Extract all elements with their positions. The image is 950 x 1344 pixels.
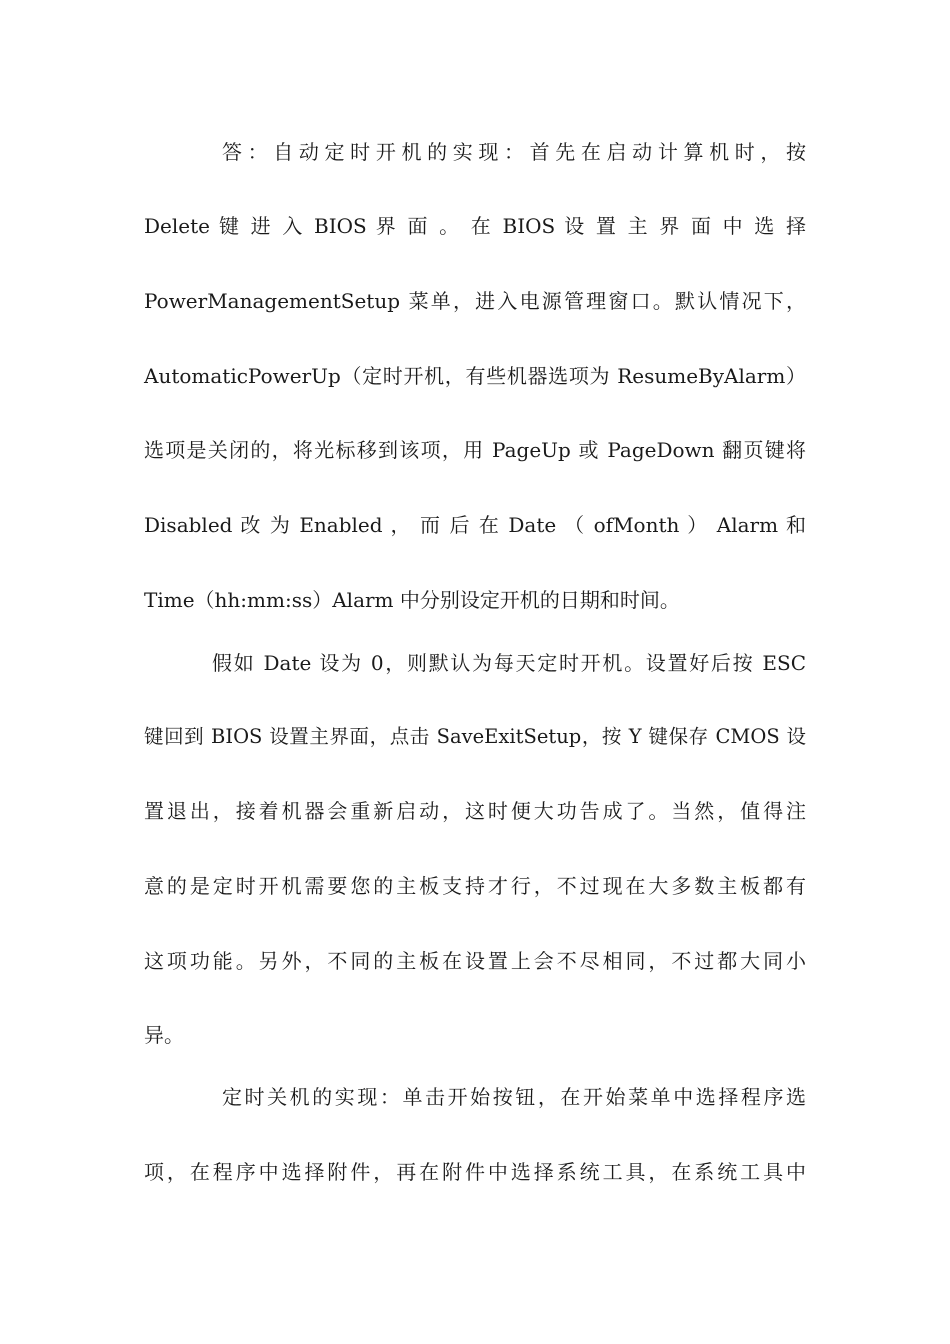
paragraph-1-line-7: Time（hh:mm:ss）Alarm 中分别设定开机的日期和时间。 (144, 588, 680, 612)
paragraph-2-line-3: 置退出，接着机器会重新启动，这时便大功告成了。当然，值得注 (144, 799, 806, 823)
paragraph-1-line-5: 选项是关闭的，将光标移到该项，用 PageUp 或 PageDown 翻页键将 (144, 438, 806, 462)
paragraph-1-line-6: Disabled 改 为 Enabled ， 而 后 在 Date （ ofMonth ） Alarm 和 (144, 513, 806, 537)
paragraph-1-line-1: 答：自动定时开机的实现：首先在启动计算机时，按 (222, 140, 806, 164)
paragraph-2-line-5: 这项功能。另外，不同的主板在设置上会不尽相同，不过都大同小 (144, 949, 806, 973)
paragraph-3-line-1: 定时关机的实现：单击开始按钮，在开始菜单中选择程序选 (222, 1085, 806, 1109)
paragraph-3-line-2: 项，在程序中选择附件，再在附件中选择系统工具，在系统工具中 (144, 1160, 806, 1184)
paragraph-2-line-1: 假如 Date 设为 0，则默认为每天定时开机。设置好后按 ESC (212, 651, 806, 675)
paragraph-2-line-6: 异。 (144, 1023, 184, 1047)
paragraph-1-line-3: PowerManagementSetup 菜单，进入电源管理窗口。默认情况下， (144, 289, 806, 313)
paragraph-1-line-4: AutomaticPowerUp（定时开机，有些机器选项为 ResumeByAlarm） (144, 364, 806, 388)
paragraph-2-line-2: 键回到 BIOS 设置主界面，点击 SaveExitSetup，按 Y 键保存 CMOS 设 (144, 725, 806, 748)
paragraph-1-line-2: Delete 键 进 入 BIOS 界 面 。 在 BIOS 设 置 主 界 面 中 选 择 (144, 214, 806, 238)
paragraph-2-line-4: 意的是定时开机需要您的主板支持才行，不过现在大多数主板都有 (144, 874, 806, 898)
